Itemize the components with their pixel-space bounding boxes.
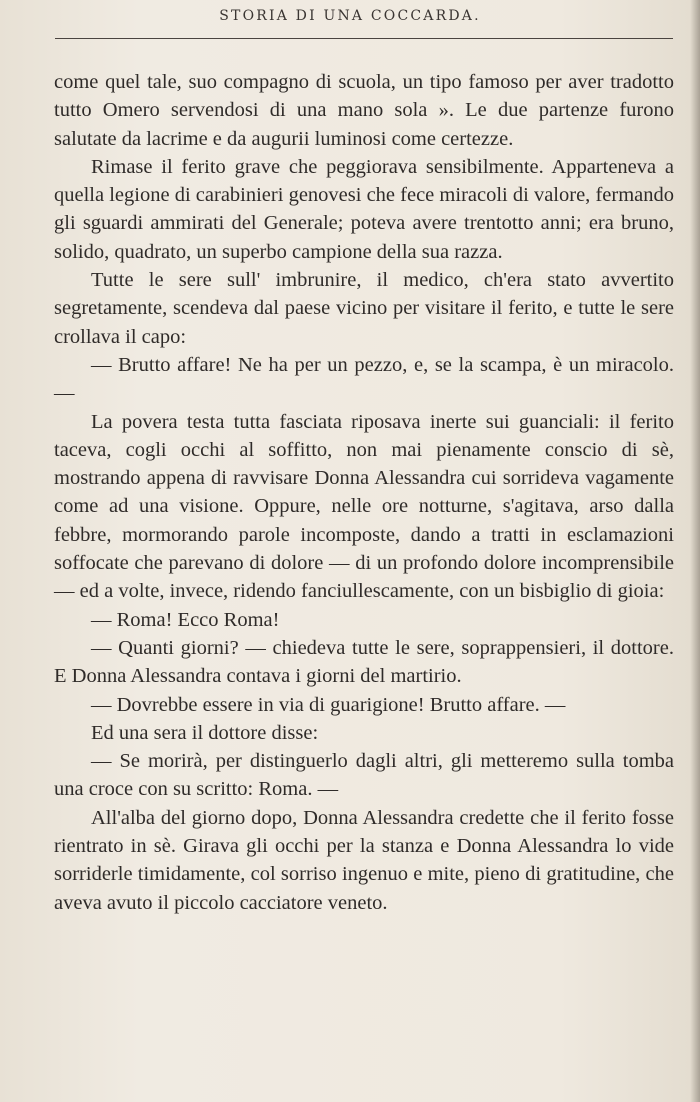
paragraph-continuation: come quel tale, suo compagno di scuola, un tipo famoso per aver tradotto tutto Omero servendosi di una mano sola ». Le due partenze furono salutate da lacrime e da augurii luminosi come certezze. [54,71,674,150]
paragraph: All'alba del giorno dopo, Donna Alessandra credette che il ferito fosse rientrato in sè. Girava gli occhi per la stanza e Donna Alessandra lo vide sorriderle timidamente, col sorriso ingenuo e mite, pieno di gratitudine, che aveva avuto il piccolo cacciatore veneto. [54,806,674,914]
dialogue-line: — Dovrebbe essere in via di guarigione! Brutto affare. — [91,693,566,716]
paragraph: Tutte le sere sull' imbrunire, il medico, ch'era stato avvertito segretamente, scendeva dal paese vicino per visitare il ferito, e tutte le sere crollava il capo: [54,269,674,348]
paragraph: Rimase il ferito grave che peggiorava sensibilmente. Apparteneva a quella legione di carabinieri genovesi che fece miracoli di valore, fermando gli sguardi ammirati del Generale; poteva avere trentotto anni; era bruno, solido, quadrato, un superbo campione della sua razza. [54,155,674,263]
dialogue-line: — Roma! Ecco Roma! [91,608,280,631]
header-rule [55,38,673,39]
dialogue-line: — Brutto affare! Ne ha per un pezzo, e, se la scampa, è un miracolo. — [54,353,674,405]
running-title: STORIA DI UNA COCCARDA. [219,8,481,24]
page-edge-shadow [690,0,700,1102]
dialogue-line: — Se morirà, per distinguerlo dagli altri, gli metteremo sulla tomba una croce con su scritto: Roma. — [54,750,674,801]
paragraph: Ed una sera il dottore disse: [91,721,319,744]
paragraph: La povera testa tutta fasciata riposava inerte sui guanciali: il ferito taceva, cogli occhi al soffitto, non mai pienamente conscio di sè, mostrando appena di ravvisare Donna Alessandra cui sorrideva vagamente come ad una visione. Oppure, nelle ore notturne, s'agitava, arso dalla febbre, mormorando parole incomposte, dando a tratti in esclamazioni soffocate che parevano di dolore — di un profondo dolore incomprensibile — ed a volte, invece, ridendo fanciullescamente, con un bisbiglio di gioia: [54,410,674,603]
dialogue-line: — Quanti giorni? — chiedeva tutte le sere, soprappensieri, il dottore. E Donna Alessandra contava i giorni del martirio. [54,636,674,688]
body-text [54,68,674,917]
